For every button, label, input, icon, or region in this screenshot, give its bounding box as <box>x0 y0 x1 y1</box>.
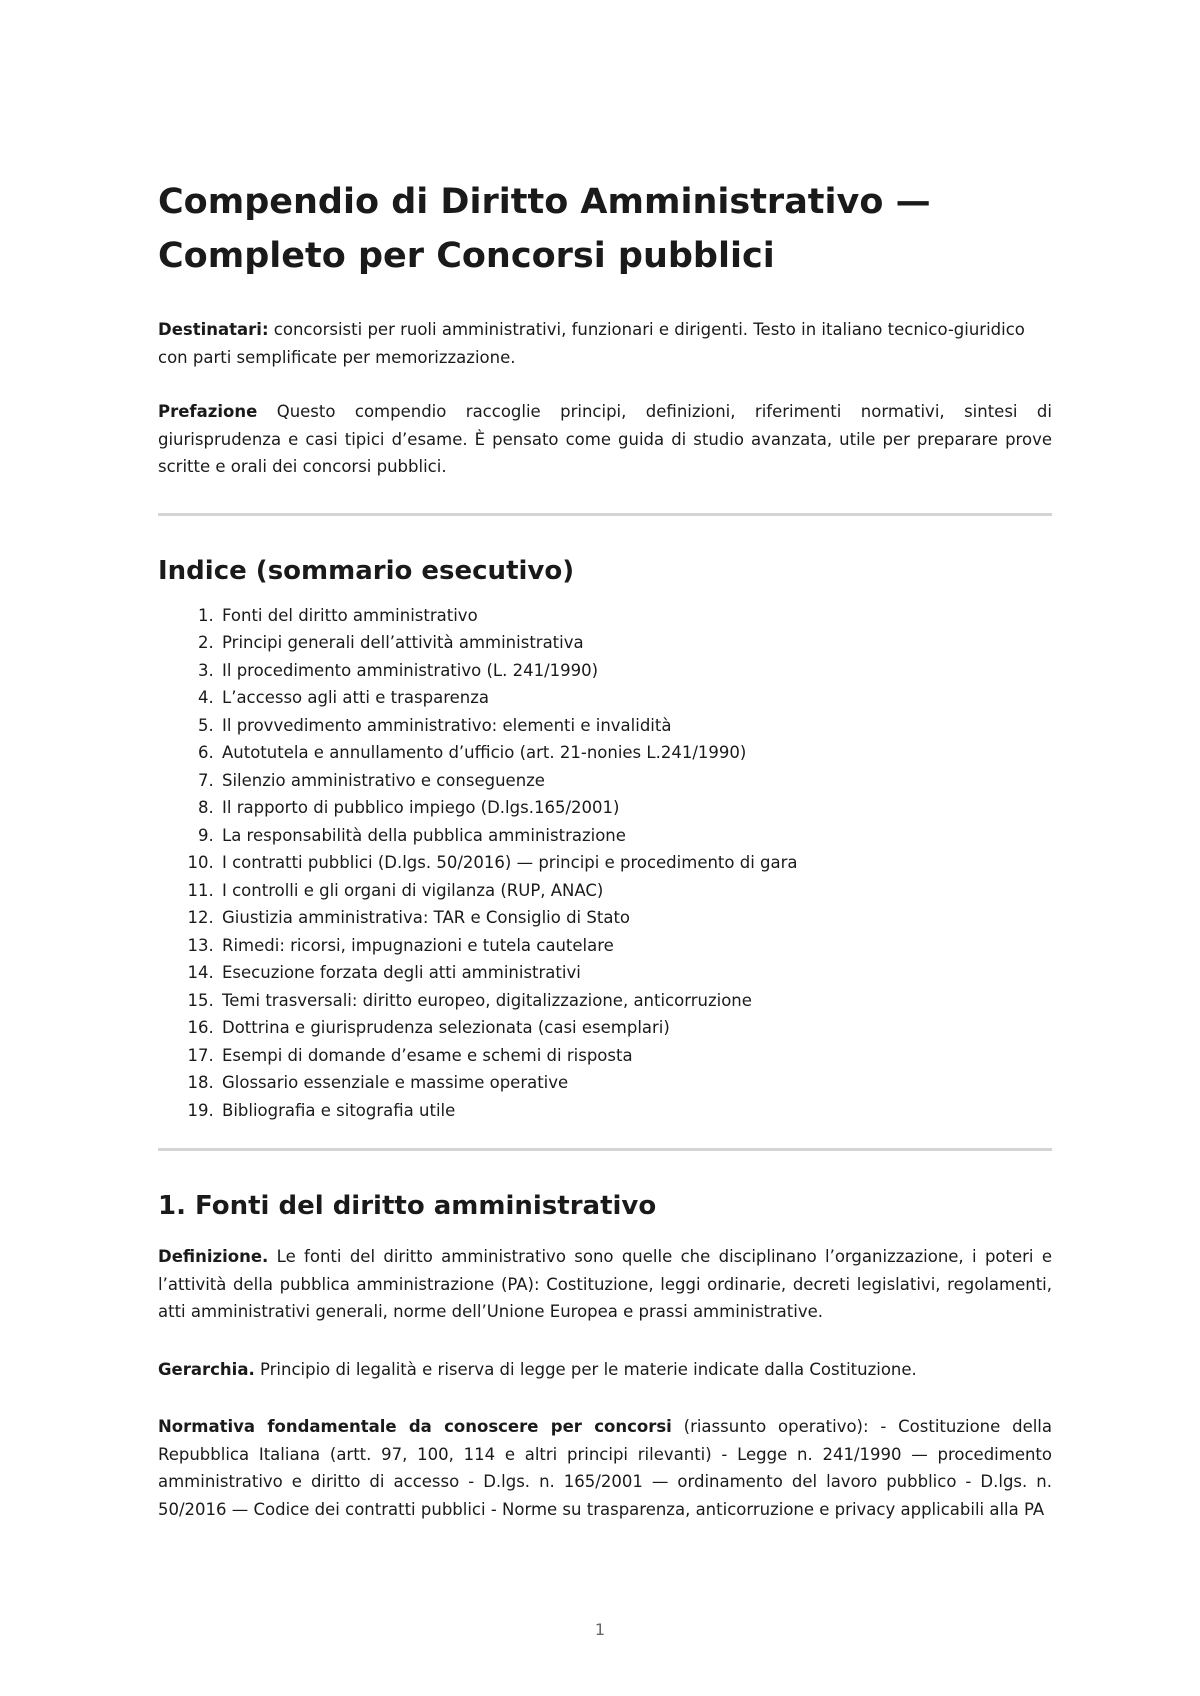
preface-text: Questo compendio raccoglie principi, definizioni, riferimenti normativi, sintesi di giurisprudenza e casi tipici d’esame. È pensato come guida di studio avanzata, utile per preparare prove scritte e orali dei concorsi pubblici. <box>158 402 1052 476</box>
document-content <box>158 175 1052 1523</box>
document-title: Compendio di Diritto Amministrativo — Completo per Concorsi pubblici <box>158 182 931 276</box>
toc-item: 5. Il provvedimento amministrativo: elementi e invalidità <box>219 712 1052 740</box>
toc-item: 14. Esecuzione forzata degli atti amministrativi <box>219 959 1052 987</box>
section-divider <box>158 513 1052 516</box>
toc-item: 11. I controlli e gli organi di vigilanza (RUP, ANAC) <box>219 877 1052 905</box>
toc-heading: Indice (sommario esecutivo) <box>158 555 575 586</box>
toc-item: 10. I contratti pubblici (D.lgs. 50/2016) — principi e procedimento di gara <box>219 849 1052 877</box>
section-1-heading: 1. Fonti del diritto amministrativo <box>158 1191 657 1221</box>
toc-item: 3. Il procedimento amministrativo (L. 241/1990) <box>219 657 1052 685</box>
definition-label: Definizione. <box>158 1247 269 1266</box>
preface-paragraph <box>158 398 1052 481</box>
section-divider <box>158 1148 1052 1151</box>
toc-item: 7. Silenzio amministrativo e conseguenze <box>219 767 1052 795</box>
toc-item: 6. Autotutela e annullamento d’ufficio (art. 21-nonies L.241/1990) <box>219 739 1052 767</box>
toc-list <box>158 602 1052 1125</box>
toc-item: 15. Temi trasversali: diritto europeo, digitalizzazione, anticorruzione <box>219 987 1052 1015</box>
audience-paragraph <box>158 316 1052 371</box>
toc-item: 9. La responsabilità della pubblica amministrazione <box>219 822 1052 850</box>
toc-item: 18. Glossario essenziale e massime operative <box>219 1069 1052 1097</box>
toc-item: 12. Giustizia amministrativa: TAR e Consiglio di Stato <box>219 904 1052 932</box>
toc-item: 16. Dottrina e giurisprudenza selezionata (casi esemplari) <box>219 1014 1052 1042</box>
toc-item: 4. L’accesso agli atti e trasparenza <box>219 684 1052 712</box>
definition-paragraph <box>158 1243 1052 1326</box>
normative-text: (riassunto operativo): - Costituzione della Repubblica Italiana (artt. 97, 100, 114 e altri principi rilevanti) - Legge n. 241/1990 — procedimento amministrativo e diritto di accesso - D.lgs. n. 165/2001 — ordinamento del lavoro pubblico - D.lgs. n. 50/2016 — Codice dei contratti pubblici - Norme su trasparenza, anticorruzione e privacy applicabili alla PA <box>158 1417 1052 1519</box>
toc-item: 8. Il rapporto di pubblico impiego (D.lgs.165/2001) <box>219 794 1052 822</box>
normative-label: Normativa fondamentale da conoscere per concorsi <box>158 1417 672 1436</box>
hierarchy-paragraph <box>158 1356 1052 1384</box>
hierarchy-label: Gerarchia. <box>158 1359 255 1379</box>
audience-text: concorsisti per ruoli amministrativi, funzionari e dirigenti. Testo in italiano tecnico-giuridico con parti semplificate per memorizzazione. <box>158 320 1025 367</box>
page-number: 1 <box>594 1620 606 1639</box>
definition-text: Le fonti del diritto amministrativo sono quelle che disciplinano l’organizzazione, i poteri e l’attività della pubblica amministrazione (PA): Costituzione, leggi ordinarie, decreti legislativi, regolamenti, atti amministrativi generali, norme dell’Unione Europea e prassi amministrative. <box>158 1247 1052 1321</box>
toc-item: 1. Fonti del diritto amministrativo <box>219 602 1052 630</box>
hierarchy-text: Principio di legalità e riserva di legge per le materie indicate dalla Costituzione. <box>254 1359 917 1379</box>
toc-item: 19. Bibliografia e sitografia utile <box>219 1097 1052 1125</box>
normative-paragraph <box>158 1413 1052 1523</box>
toc-item: 13. Rimedi: ricorsi, impugnazioni e tutela cautelare <box>219 932 1052 960</box>
audience-label: Destinatari: <box>158 320 269 339</box>
preface-label: Prefazione <box>158 402 258 421</box>
toc-item: 2. Principi generali dell’attività amministrativa <box>219 629 1052 657</box>
toc-item: 17. Esempi di domande d’esame e schemi di risposta <box>219 1042 1052 1070</box>
